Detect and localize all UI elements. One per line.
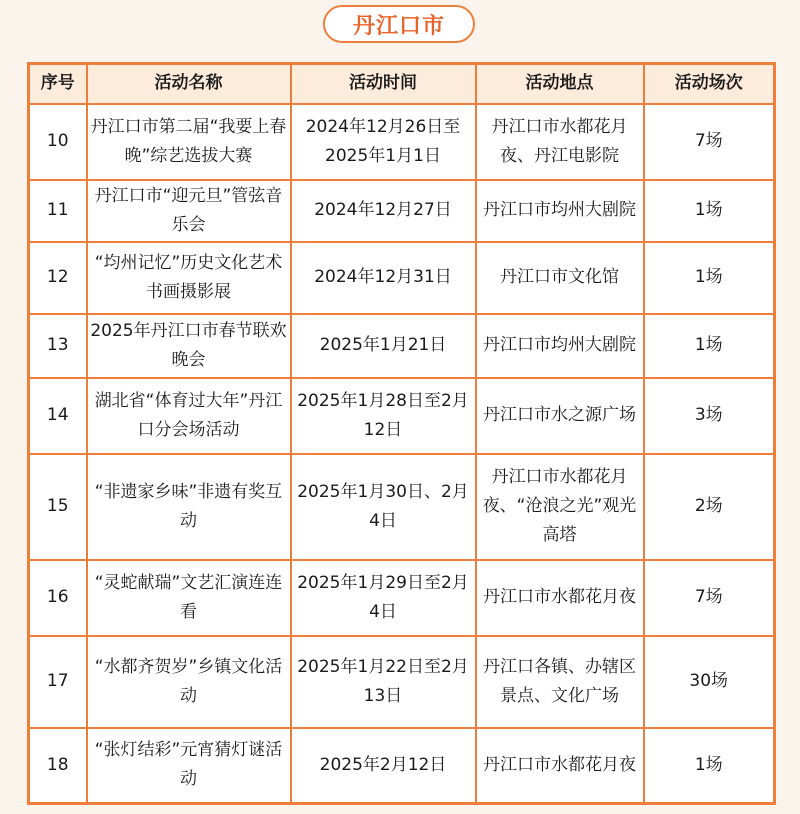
cell-serial: 18 — [29, 728, 87, 804]
table-row — [29, 454, 775, 560]
city-title: 丹江口市 — [352, 13, 445, 39]
cell-activity-name: 湖北省“体育过大年”丹江口分会场活动 — [87, 378, 291, 454]
cell-serial: 15 — [29, 454, 87, 560]
cell-serial: 16 — [29, 560, 87, 636]
cell-activity-time: 2024年12月31日 — [291, 242, 476, 314]
cell-activity-time: 2025年2月12日 — [291, 728, 476, 804]
cell-activity-place: 丹江口市均州大剧院 — [476, 180, 644, 242]
cell-activity-name: 2025年丹江口市春节联欢晚会 — [87, 314, 291, 378]
cell-activity-time: 2024年12月27日 — [291, 180, 476, 242]
cell-activity-count: 1场 — [644, 314, 775, 378]
activities-table — [27, 62, 776, 805]
cell-activity-place: 丹江口市水都花月夜 — [476, 560, 644, 636]
cell-serial: 10 — [29, 104, 87, 180]
cell-activity-place: 丹江口市水之源广场 — [476, 378, 644, 454]
cell-activity-place: 丹江口市均州大剧院 — [476, 314, 644, 378]
cell-activity-place: 丹江口市水都花月夜、丹江电影院 — [476, 104, 644, 180]
cell-activity-name: “灵蛇献瑞”文艺汇演连连看 — [87, 560, 291, 636]
table-row — [29, 242, 775, 314]
cell-activity-place: 丹江口市水都花月夜、“沧浪之光”观光高塔 — [476, 454, 644, 560]
cell-activity-count: 1场 — [644, 242, 775, 314]
cell-activity-place: 丹江口各镇、办辖区景点、文化广场 — [476, 636, 644, 728]
header-activity-count: 活动场次 — [644, 64, 775, 104]
cell-activity-time: 2025年1月30日、2月4日 — [291, 454, 476, 560]
header-activity-name: 活动名称 — [87, 64, 291, 104]
cell-serial: 14 — [29, 378, 87, 454]
cell-serial: 13 — [29, 314, 87, 378]
cell-activity-count: 7场 — [644, 104, 775, 180]
table-row — [29, 180, 775, 242]
cell-activity-count: 2场 — [644, 454, 775, 560]
cell-activity-name: “非遗家乡味”非遗有奖互动 — [87, 454, 291, 560]
table-header-row — [29, 64, 775, 104]
cell-activity-name: “均州记忆”历史文化艺术书画摄影展 — [87, 242, 291, 314]
cell-serial: 11 — [29, 180, 87, 242]
table-row — [29, 728, 775, 804]
cell-activity-place: 丹江口市文化馆 — [476, 242, 644, 314]
city-title-badge — [323, 5, 475, 43]
cell-activity-time: 2025年1月22日至2月13日 — [291, 636, 476, 728]
cell-activity-name: “张灯结彩”元宵猜灯谜活动 — [87, 728, 291, 804]
table-row — [29, 378, 775, 454]
cell-serial: 12 — [29, 242, 87, 314]
header-activity-place: 活动地点 — [476, 64, 644, 104]
cell-activity-count: 30场 — [644, 636, 775, 728]
cell-activity-time: 2025年1月29日至2月4日 — [291, 560, 476, 636]
table-row — [29, 560, 775, 636]
header-serial: 序号 — [29, 64, 87, 104]
cell-activity-count: 7场 — [644, 560, 775, 636]
cell-activity-name: “水都齐贺岁”乡镇文化活动 — [87, 636, 291, 728]
cell-activity-time: 2024年12月26日至2025年1月1日 — [291, 104, 476, 180]
cell-activity-name: 丹江口市“迎元旦”管弦音乐会 — [87, 180, 291, 242]
table-row — [29, 314, 775, 378]
cell-activity-count: 1场 — [644, 728, 775, 804]
cell-activity-count: 1场 — [644, 180, 775, 242]
cell-activity-name: 丹江口市第二届“我要上春晚”综艺选拔大赛 — [87, 104, 291, 180]
cell-activity-count: 3场 — [644, 378, 775, 454]
cell-activity-place: 丹江口市水都花月夜 — [476, 728, 644, 804]
table-row — [29, 104, 775, 180]
table-row — [29, 636, 775, 728]
cell-activity-time: 2025年1月28日至2月12日 — [291, 378, 476, 454]
header-activity-time: 活动时间 — [291, 64, 476, 104]
cell-serial: 17 — [29, 636, 87, 728]
cell-activity-time: 2025年1月21日 — [291, 314, 476, 378]
